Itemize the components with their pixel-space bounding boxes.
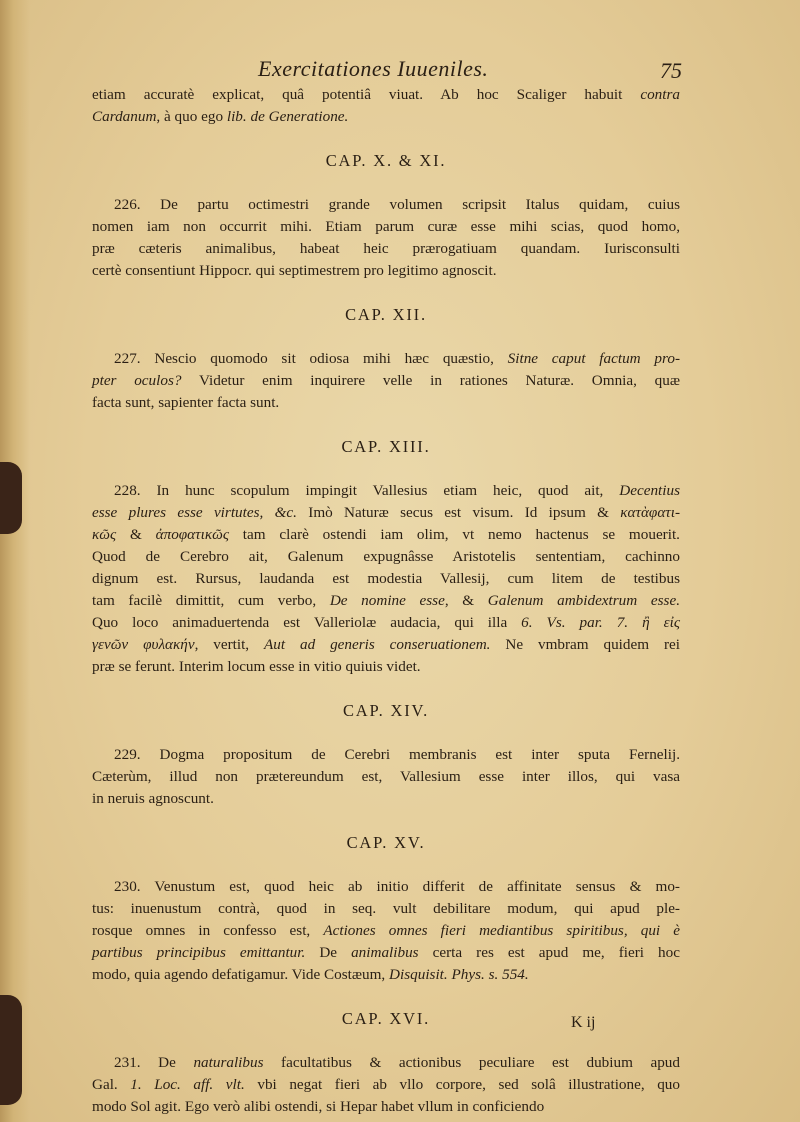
- text-run: modo Sol agit. Ego verò alibi ostendi, si Hepar habet vllum in conficiendo: [92, 1098, 545, 1115]
- text-run: ἢ εἰς: [642, 614, 680, 631]
- chapter-heading: CAP. XII.: [345, 305, 427, 324]
- text-line: [92, 238, 680, 260]
- text-line: [92, 876, 680, 898]
- text-run: Videtur enim inquirere velle in rationes Naturæ. Omnia, quæ: [181, 372, 680, 389]
- text-run: præ cæteris animalibus, habeat heic prærogatiuam quandam. Iurisconsulti: [92, 240, 680, 257]
- text-run: 6. Vs. par. 7.: [521, 614, 629, 631]
- paragraph: [92, 480, 680, 678]
- text-run: nomen iam non occurrit mihi. Etiam parum curæ esse mihi scias, quod homo,: [92, 218, 680, 235]
- text-line: [92, 744, 680, 766]
- text-line: [92, 1096, 680, 1118]
- text-run: Decentius: [619, 482, 680, 499]
- text-line: [92, 392, 680, 414]
- text-line: [92, 590, 680, 612]
- running-head: Exercitationes Iuueniles.: [258, 56, 489, 81]
- text-run: facta sunt, sapienter facta sunt.: [92, 394, 280, 411]
- text-line: [92, 348, 680, 370]
- paragraph: [92, 876, 680, 986]
- text-run: dignum est. Rursus, laudanda est modestia Vallesij, cum litem de testibus: [92, 570, 680, 587]
- text-line: [92, 942, 680, 964]
- text-line: [92, 656, 680, 678]
- text-run: Cardanum: [92, 108, 157, 125]
- paragraph: [92, 348, 680, 414]
- binding-shadow: [0, 462, 22, 534]
- text-run: tam clarè ostendi iam olim, vt nemo hactenus se mouerit.: [229, 526, 680, 543]
- chapter-heading: CAP. XIV.: [342, 701, 430, 720]
- text-run: , &: [444, 592, 488, 609]
- text-run: naturalibus: [193, 1054, 264, 1071]
- paragraph: [92, 194, 680, 282]
- body-text: [92, 84, 680, 1118]
- chapter-heading: CAP. XIII.: [341, 437, 431, 456]
- text-run: modo, quia agendo defatigamur. Vide Costæum,: [92, 966, 390, 983]
- text-line: [92, 546, 680, 568]
- text-line: [92, 194, 680, 216]
- text-run: Galenum ambidextrum esse.: [487, 592, 680, 609]
- text-run: κατὰφατι-: [620, 504, 681, 521]
- text-line: [92, 106, 680, 128]
- text-run: Gal.: [92, 1076, 131, 1093]
- text-run: [628, 614, 642, 631]
- paragraph: [92, 744, 680, 810]
- text-run: 228. In hunc scopulum impingit Vallesius etiam heic, quod ait,: [114, 482, 620, 499]
- text-run: in neruis agnoscunt.: [92, 790, 214, 807]
- text-run: De nomine esse: [329, 592, 445, 609]
- text-run: Disquisit. Phys. s. 554.: [389, 966, 529, 983]
- text-line: [92, 634, 680, 656]
- text-run: κῶς: [92, 526, 117, 543]
- text-run: rosque omnes in confesso est,: [92, 922, 324, 939]
- text-run: 227. Nescio quomodo sit odiosa mihi hæc quæstio,: [114, 350, 508, 367]
- text-run: 226. De partu octimestri grande volumen scripsit Italus quidam, cuius: [114, 196, 680, 213]
- text-line: [92, 788, 680, 810]
- text-line: [92, 568, 680, 590]
- text-run: partibus principibus emittantur.: [92, 944, 306, 961]
- text-line: [92, 920, 680, 942]
- text-run: 230. Venustum est, quod heic ab initio differit de affinitate sensus & mo-: [114, 878, 680, 895]
- text-line: [92, 964, 680, 986]
- text-run: tam facilè dimittit, cum verbo,: [92, 592, 330, 609]
- text-run: Ne vmbram quidem rei: [490, 636, 680, 653]
- text-line: [92, 898, 680, 920]
- text-run: animalibus: [351, 944, 419, 961]
- text-line: [92, 1052, 680, 1074]
- text-run: certa res est apud me, fieri hoc: [418, 944, 680, 961]
- text-run: præ se ferunt. Interim locum esse in vitio quiuis videt.: [92, 658, 421, 675]
- text-run: certè consentiunt Hippocr. qui septimestrem pro legitimo agnoscit.: [92, 262, 497, 279]
- paragraph: [92, 1052, 680, 1118]
- text-run: 1. Loc. aff. vlt.: [130, 1076, 245, 1093]
- text-run: esse plures esse virtutes, &c.: [92, 504, 297, 521]
- text-run: Quo loco animaduertenda est Valleriolæ audacia, qui illa: [92, 614, 522, 631]
- text-line: [92, 480, 680, 502]
- text-line: [92, 370, 680, 392]
- chapter-heading: CAP. XVI.: [341, 1009, 431, 1028]
- text-line: [92, 216, 680, 238]
- text-run: Aut ad generis conseruationem.: [264, 636, 491, 653]
- text-run: Sitne caput factum pro-: [507, 350, 680, 367]
- text-run: 229. Dogma propositum de Cerebri membranis est inter sputa Fernelij.: [114, 746, 680, 763]
- text-run: &: [116, 526, 156, 543]
- text-run: ἀποφατικῶς: [155, 526, 229, 543]
- text-run: lib. de Generatione.: [226, 108, 349, 125]
- text-run: tus: inuenustum contrà, quod in seq. vult debilitare modum, qui apud ple-: [92, 900, 680, 917]
- chapter-heading: CAP. X. & XI.: [325, 151, 447, 170]
- text-run: etiam accuratè explicat, quâ potentiâ viuat. Ab hoc Scaliger habuit: [92, 86, 641, 103]
- text-run: contra: [640, 86, 680, 103]
- chapter-heading: CAP. XV.: [346, 833, 426, 852]
- page-number: 75: [660, 58, 682, 83]
- text-run: Cæterùm, illud non prætereundum est, Vallesium esse inter illos, qui vasa: [92, 768, 680, 785]
- text-line: [92, 1074, 680, 1096]
- text-run: 231. De: [114, 1054, 194, 1071]
- text-run: , vertit,: [194, 636, 264, 653]
- text-run: Actiones omnes fieri mediantibus spiritibus, qui è: [323, 922, 680, 939]
- text-line: [92, 612, 680, 634]
- text-run: γενῶν φυλακήν: [92, 636, 195, 653]
- text-line: [92, 766, 680, 788]
- text-line: [92, 260, 680, 282]
- page-binding-edge: [0, 0, 30, 1122]
- text-run: vbi negat fieri ab vllo corpore, sed solâ illustratione, quo: [244, 1076, 680, 1093]
- text-run: Imò Naturæ secus est visum. Id ipsum &: [296, 504, 621, 521]
- text-run: Quod de Cerebro ait, Galenum expugnâsse Aristotelis sententiam, cachinno: [92, 548, 680, 565]
- text-line: [92, 502, 680, 524]
- text-run: pter oculos?: [92, 372, 182, 389]
- binding-shadow: [0, 995, 22, 1105]
- text-line: [92, 524, 680, 546]
- text-run: , à quo ego: [156, 108, 227, 125]
- text-run: De: [305, 944, 352, 961]
- text-run: facultatibus & actionibus peculiare est dubium apud: [263, 1054, 680, 1071]
- text-line: [92, 84, 680, 106]
- paragraph: [92, 84, 680, 128]
- signature-mark: K ij: [571, 1014, 596, 1031]
